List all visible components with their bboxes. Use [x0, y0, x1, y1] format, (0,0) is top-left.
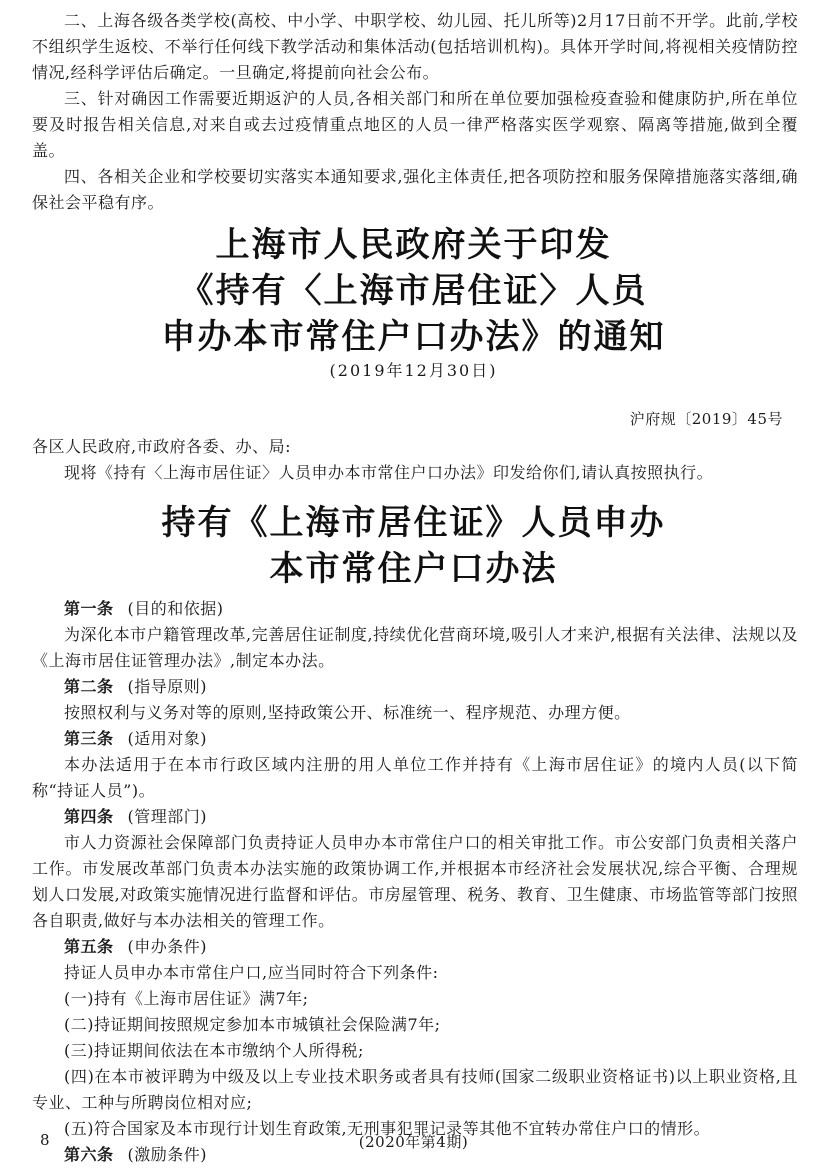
measures-title-line: 持有《上海市居住证》人员申办: [161, 503, 666, 543]
intro-paragraph: 二、上海各级各类学校(高校、中小学、中职学校、幼儿园、托儿所等)2月17日前不开学。此前,学校不组织学生返校、不举行任何线下教学活动和集体活动(包括培训机构)。具体开学时间,将视相关疫情防控情况,经科学评估后确定。一旦确定,将提前向社会公布。: [32, 11, 798, 82]
article-title: (管理部门): [127, 807, 208, 826]
measures-title-line: 本市常住户口办法: [269, 549, 558, 589]
article-title: (目的和依据): [127, 599, 224, 618]
article-paragraph: 持证人员申办本市常住户口,应当同时符合下列条件:: [64, 963, 439, 982]
article-number: 第五条: [64, 937, 114, 956]
article-paragraph: 为深化本市户籍管理改革,完善居住证制度,持续优化营商环境,吸引人才来沪,根据有关法律、法规以及《上海市居住证管理办法》,制定本办法。: [32, 625, 798, 670]
article-paragraph: (一)持有《上海市居住证》满7年;: [64, 989, 309, 1008]
page-number: 8: [40, 1131, 50, 1149]
article-paragraph: 按照权利与义务对等的原则,坚持政策公开、标准统一、程序规范、办理方便。: [64, 703, 631, 722]
article-number: 第一条: [64, 599, 114, 618]
notice-title-line: 申办本市常住户口办法》的通知: [161, 317, 666, 357]
article-paragraph: (五)符合国家及本市现行计划生育政策,无刑事犯罪记录等其他不宜转办常住户口的情形。: [64, 1119, 711, 1138]
article-heading: [32, 934, 798, 960]
notice-date: (2019年12月30日): [329, 361, 498, 380]
article-paragraph: (三)持证期间依法在本市缴纳个人所得税;: [64, 1041, 364, 1060]
article-heading: [32, 804, 798, 830]
article-paragraph: 本办法适用于在本市行政区域内注册的用人单位工作并持有《上海市居住证》的境内人员(以下简称“持证人员”)。: [32, 755, 798, 800]
article-heading: [32, 726, 798, 752]
article-paragraph: 市人力资源社会保障部门负责持证人员申办本市常住户口的相关审批工作。市公安部门负责相关落户工作。市发展改革部门负责本办法实施的政策协调工作,并根据本市经济社会发展状况,综合平衡、合理规划人口发展,对政策实施情况进行监督和评估。市房屋管理、税务、教育、卫生健康、市场监管等部门按照各自职责,做好与本办法相关的管理工作。: [32, 833, 798, 930]
measures-title: [0, 500, 827, 592]
intro-paragraph: 四、各相关企业和学校要切实落实本通知要求,强化主体责任,把各项防控和服务保障措施落实落细,确保社会平稳有序。: [32, 167, 798, 212]
notice-title-line: 《持有〈上海市居住证〉人员: [179, 271, 648, 311]
article-number: 第三条: [64, 729, 114, 748]
article-heading: [32, 674, 798, 700]
intro-section: [32, 8, 798, 216]
article-title: (适用对象): [127, 729, 208, 748]
articles-section: [32, 596, 798, 1168]
article-heading: [32, 596, 798, 622]
notice-body: [32, 434, 798, 486]
article-paragraph: (二)持证期间按照规定参加本市城镇社会保险满7年;: [64, 1015, 441, 1034]
article-title: (申办条件): [127, 937, 208, 956]
article-number: 第六条: [64, 1145, 114, 1164]
notice-title: [0, 222, 827, 360]
notice-addressee: 各区人民政府,市政府各委、办、局:: [32, 437, 291, 456]
article-title: (激励条件): [127, 1145, 208, 1164]
document-number: 沪府规〔2019〕45号: [629, 410, 783, 428]
notice-content: 现将《持有〈上海市居住证〉人员申办本市常住户口办法》印发给你们,请认真按照执行。: [64, 463, 714, 482]
article-number: 第二条: [64, 677, 114, 696]
article-number: 第四条: [64, 807, 114, 826]
issue-label: (2020年第4期): [358, 1133, 469, 1151]
article-title: (指导原则): [127, 677, 208, 696]
notice-title-line: 上海市人民政府关于印发: [215, 225, 612, 265]
intro-paragraph: 三、针对确因工作需要近期返沪的人员,各相关部门和所在单位要加强检疫查验和健康防护,所在单位要及时报告相关信息,对来自或去过疫情重点地区的人员一律严格落实医学观察、隔离等措施,做到全覆盖。: [32, 89, 798, 160]
article-paragraph: (四)在本市被评聘为中级及以上专业技术职务或者具有技师(国家二级职业资格证书)以上职业资格,且专业、工种与所聘岗位相对应;: [32, 1067, 798, 1112]
